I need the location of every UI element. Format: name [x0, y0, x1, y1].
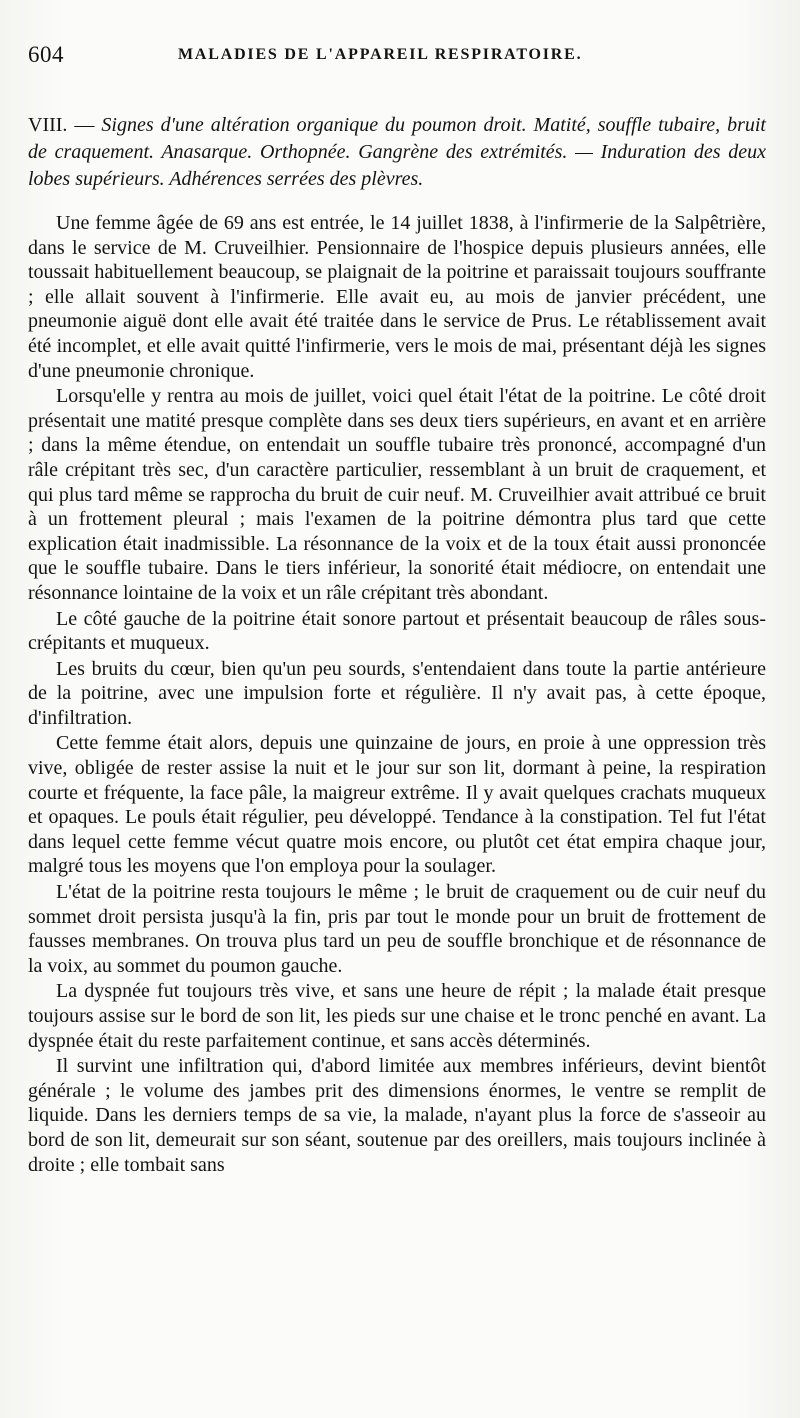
paragraph: Cette femme était alors, depuis une quinzaine de jours, en proie à une oppression très vive, obligée de rester assise la nuit et le jour sur son lit, dormant à peine, la respiration courte et fréquente, la face pâle, la maigreur extrême. Il y avait quelques crachats muqueux et opaques. Le pouls était régulier, peu développé. Tendance à la constipation. Tel fut l'état dans lequel cette femme vécut quatre mois encore, ou plutôt cet état empira chaque jour, malgré tous les moyens que l'on employa pour la soulager.: [28, 732, 766, 878]
section-heading: [28, 112, 766, 193]
page-number: 604: [28, 42, 64, 67]
paragraph: Lorsqu'elle y rentra au mois de juillet, voici quel était l'état de la poitrine. Le côté droit présentait une matité presque complète dans ses deux tiers supérieurs, en avant et en arrière ; dans la même étendue, on entendait un souffle tubaire très prononcé, accompagné d'un râle crépitant très sec, d'un caractère particulier, ressemblant à un bruit de craquement, et qui plus tard même se rapprocha du bruit de cuir neuf. M. Cruveilhier avait attribué ce bruit à un frottement pleural ; mais l'examen de la poitrine démontra plus tard que cette explication était inadmissible. La résonnance de la voix et de la toux était aussi prononcée que le souffle tubaire. Dans le tiers inférieur, la sonorité était médiocre, on entendait une résonnance lointaine de la voix et un râle crépitant très abondant.: [28, 385, 766, 604]
body-text: [28, 211, 766, 1177]
section-title: Signes d'une altération organique du poumon droit. Matité, souffle tubaire, bruit de craquement. Anasarque. Orthopnée. Gangrène des extrémités. — Induration des deux lobes supérieurs. Adhérences serrées des plèvres.: [28, 114, 766, 190]
paragraph: L'état de la poitrine resta toujours le même ; le bruit de craquement ou de cuir neuf du sommet droit persista jusqu'à la fin, pris par tout le monde pour un bruit de frottement de fausses membranes. On trouva plus tard un peu de souffle bronchique et de résonnance de la voix, au sommet du poumon gauche.: [28, 881, 766, 977]
paragraph: Les bruits du cœur, bien qu'un peu sourds, s'entendaient dans toute la partie antérieure de la poitrine, avec une impulsion forte et régulière. Il n'y avait pas, à cette époque, d'infiltration.: [28, 657, 766, 729]
section-number: VIII. —: [28, 114, 95, 136]
paragraph: La dyspnée fut toujours très vive, et sans une heure de répit ; la malade était presque toujours assise sur le bord de son lit, les pieds sur une chaise et le tronc penché en avant. La dyspnée était du reste parfaitement continue, et sans accès déterminés.: [28, 980, 766, 1052]
paragraph: Il survint une infiltration qui, d'abord limitée aux membres inférieurs, devint bientôt générale ; le volume des jambes prit des dimensions énormes, le ventre se remplit de liquide. Dans les derniers temps de sa vie, la malade, n'ayant plus la force de s'asseoir au bord de son lit, demeurait sur son séant, soutenue par des oreillers, mais toujours inclinée à droite ; elle tombait sans: [28, 1055, 766, 1176]
running-head: [28, 34, 766, 70]
running-title: MALADIES DE L'APPAREIL RESPIRATOIRE.: [178, 46, 583, 63]
paragraph: Le côté gauche de la poitrine était sonore partout et présentait beaucoup de râles sous-crépitants et muqueux.: [28, 607, 766, 655]
paragraph: Une femme âgée de 69 ans est entrée, le 14 juillet 1838, à l'infirmerie de la Salpêtrière, dans le service de M. Cruveilhier. Pensionnaire de l'hospice depuis plusieurs années, elle toussait habituellement beaucoup, se plaignait de la poitrine et paraissait toujours souffrante ; elle allait souvent à l'infirmerie. Elle avait eu, au mois de janvier précédent, une pneumonie aiguë dont elle avait été traitée dans le service de Prus. Le rétablissement avait été incomplet, et elle avait quitté l'infirmerie, vers le mois de mai, présentant déjà les signes d'une pneumonie chronique.: [28, 212, 766, 382]
